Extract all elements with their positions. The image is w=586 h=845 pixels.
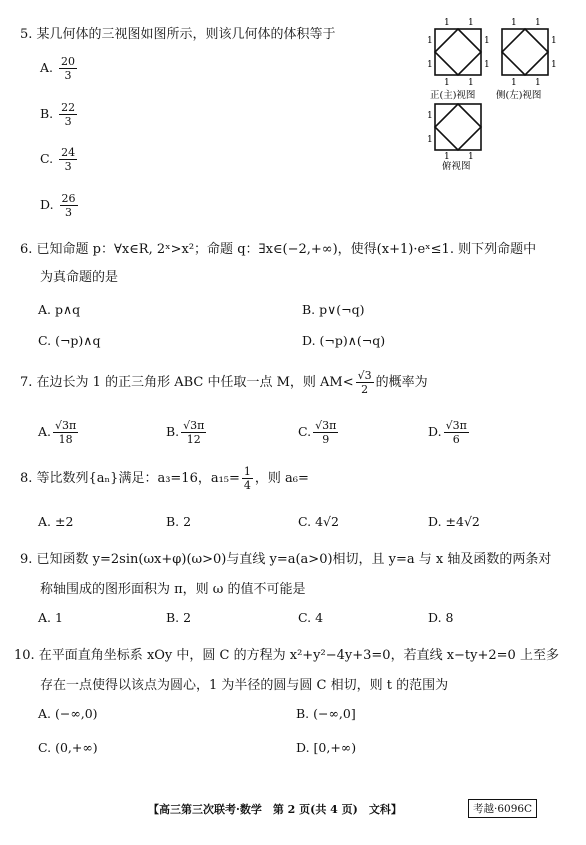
q5-option-d [40, 193, 80, 218]
q6-stem-line2: 为真命题的是 [40, 270, 119, 285]
q7-stem [20, 370, 428, 395]
front-tick-top-left: 1 [444, 18, 450, 28]
front-tick-bottom-left: 1 [444, 78, 450, 88]
q7-option-d-fraction [444, 420, 469, 445]
q7-option-d [428, 420, 471, 445]
side-tick-right-lower: 1 [551, 60, 557, 70]
top-tick-left-upper: 1 [427, 111, 433, 121]
q5-option-c-label: C. [40, 151, 54, 166]
q8-stem-den: 4 [243, 479, 251, 492]
top-view-square [435, 104, 481, 150]
side-tick-top-right: 1 [535, 18, 541, 28]
top-tick-bottom-right: 1 [468, 152, 474, 162]
top-tick-left-lower: 1 [427, 135, 433, 145]
q7-option-c [298, 420, 340, 445]
front-view-square [435, 29, 481, 75]
q7-option-b-num: √3π [183, 419, 205, 432]
top-tick-bottom-left: 1 [444, 152, 450, 162]
q7-option-d-num: √3π [445, 419, 467, 432]
page-footer: 【高三第三次联考·数学 第 2 页(共 4 页) 文科】 [148, 803, 402, 816]
q7-stem-num: √3 [357, 369, 372, 382]
q5-stem: 5. 某几何体的三视图如图所示，则该几何体的体积等于 [20, 27, 336, 42]
q5-option-c-fraction [59, 147, 77, 172]
front-view-caption: 正(主)视图 [430, 90, 476, 101]
side-view-diamond [502, 29, 548, 75]
q7-option-b-fraction [181, 420, 206, 445]
q7-option-a-label: A. [38, 424, 52, 439]
side-view-caption: 侧(左)视图 [496, 90, 542, 101]
q9-option-a: A. 1 [38, 610, 63, 625]
q7-option-b-label: B. [166, 424, 180, 439]
q5-option-b-num: 22 [61, 101, 76, 114]
q8-option-b: B. 2 [166, 514, 192, 529]
side-tick-bottom-left: 1 [511, 78, 517, 88]
front-tick-left-upper: 1 [427, 36, 433, 46]
front-view [427, 18, 490, 101]
q5-option-d-label: D. [40, 197, 54, 212]
q10-stem-line1: 10. 在平面直角坐标系 xOy 中，圆 C 的方程为 x²+y²−4y+3=0，若直线 x−ty+2=0 上至多 [14, 648, 559, 663]
q6-option-d: D. (¬p)∧(¬q) [302, 333, 386, 348]
three-view-figure [420, 10, 560, 170]
q10-option-b: B. (−∞,0] [296, 706, 356, 721]
q8-option-d: D. ±4√2 [428, 514, 480, 529]
front-tick-right-upper: 1 [484, 36, 490, 46]
q7-option-d-den: 6 [452, 433, 460, 446]
q7-option-c-fraction [313, 420, 338, 445]
q7-stem-fraction [356, 370, 374, 395]
q9-option-d: D. 8 [428, 610, 454, 625]
q5-option-d-den: 3 [65, 206, 73, 219]
q5-option-a-label: A. [40, 60, 54, 75]
q8-stem [20, 466, 309, 491]
q5-option-d-num: 26 [61, 192, 76, 205]
q6-option-b: B. p∨(¬q) [302, 302, 365, 317]
q7-option-c-num: √3π [315, 419, 337, 432]
q8-stem-before: 8. 等比数列{aₙ}满足：a₃=16，a₁₅= [20, 471, 240, 486]
q7-option-a-num: √3π [55, 419, 77, 432]
q10-option-a: A. (−∞,0) [38, 706, 98, 721]
side-tick-right-upper: 1 [551, 36, 557, 46]
q5-option-d-fraction [60, 193, 78, 218]
q7-stem-den: 2 [361, 383, 369, 396]
q5-option-a-fraction [59, 56, 77, 81]
q5-option-c-den: 3 [64, 160, 72, 173]
front-tick-right-lower: 1 [484, 60, 490, 70]
front-tick-top-right: 1 [468, 18, 474, 28]
front-tick-bottom-right: 1 [468, 78, 474, 88]
q7-option-a [38, 420, 80, 445]
top-view [427, 104, 481, 170]
q6-option-a: A. p∧q [38, 302, 81, 317]
q6-stem-line1: 6. 已知命题 p：∀x∈R, 2ˣ>x²；命题 q：∃x∈(−2,+∞)，使得(x+1)·eˣ≤1. 则下列命题中 [20, 242, 537, 257]
q5-option-a [40, 56, 79, 81]
q7-option-d-label: D. [428, 424, 442, 439]
top-view-caption: 俯视图 [442, 161, 471, 170]
top-view-diamond [435, 104, 481, 150]
side-tick-top-left: 1 [511, 18, 517, 28]
q10-option-c: C. (0,+∞) [38, 740, 98, 755]
paper-code-badge: 考越·6096C [468, 799, 537, 818]
q9-option-b: B. 2 [166, 610, 192, 625]
q8-stem-fraction [242, 466, 253, 491]
q8-stem-after: ，则 a₆= [254, 471, 309, 486]
q7-option-a-fraction [53, 420, 78, 445]
side-view [496, 18, 557, 101]
q9-stem-line1: 9. 已知函数 y=2sin(ωx+φ)(ω>0)与直线 y=a(a>0)相切，且 y=a 与 x 轴及函数的两条对 [20, 552, 552, 567]
q5-option-b [40, 102, 79, 127]
q5-option-a-num: 20 [61, 55, 75, 68]
q10-option-d: D. [0,+∞) [296, 740, 357, 755]
q5-option-b-fraction [59, 102, 77, 127]
q5-option-b-den: 3 [64, 115, 72, 128]
side-view-square [502, 29, 548, 75]
q7-option-b [166, 420, 208, 445]
side-tick-bottom-right: 1 [535, 78, 541, 88]
q7-option-c-label: C. [298, 424, 312, 439]
q9-stem-line2: 称轴围成的图形面积为 π，则 ω 的值不可能是 [40, 582, 306, 597]
q7-option-a-den: 18 [58, 433, 73, 446]
q8-option-c: C. 4√2 [298, 514, 339, 529]
q7-stem-after: 的概率为 [375, 375, 428, 390]
q5-option-b-label: B. [40, 106, 54, 121]
q5-option-c-num: 24 [61, 146, 76, 159]
q8-stem-num: 1 [243, 465, 251, 478]
q5-option-a-den: 3 [64, 69, 72, 82]
front-tick-left-lower: 1 [427, 60, 433, 70]
q10-stem-line2: 存在一点使得以该点为圆心，1 为半径的圆与圆 C 相切，则 t 的范围为 [40, 678, 449, 693]
q7-option-b-den: 12 [186, 433, 201, 446]
front-view-diamond [435, 29, 481, 75]
q7-stem-before: 7. 在边长为 1 的正三角形 ABC 中任取一点 M，则 AM< [20, 375, 354, 390]
q9-option-c: C. 4 [298, 610, 324, 625]
q8-option-a: A. ±2 [38, 514, 74, 529]
q7-option-c-den: 9 [322, 433, 330, 446]
q6-option-c: C. (¬p)∧q [38, 333, 101, 348]
q5-option-c [40, 147, 79, 172]
